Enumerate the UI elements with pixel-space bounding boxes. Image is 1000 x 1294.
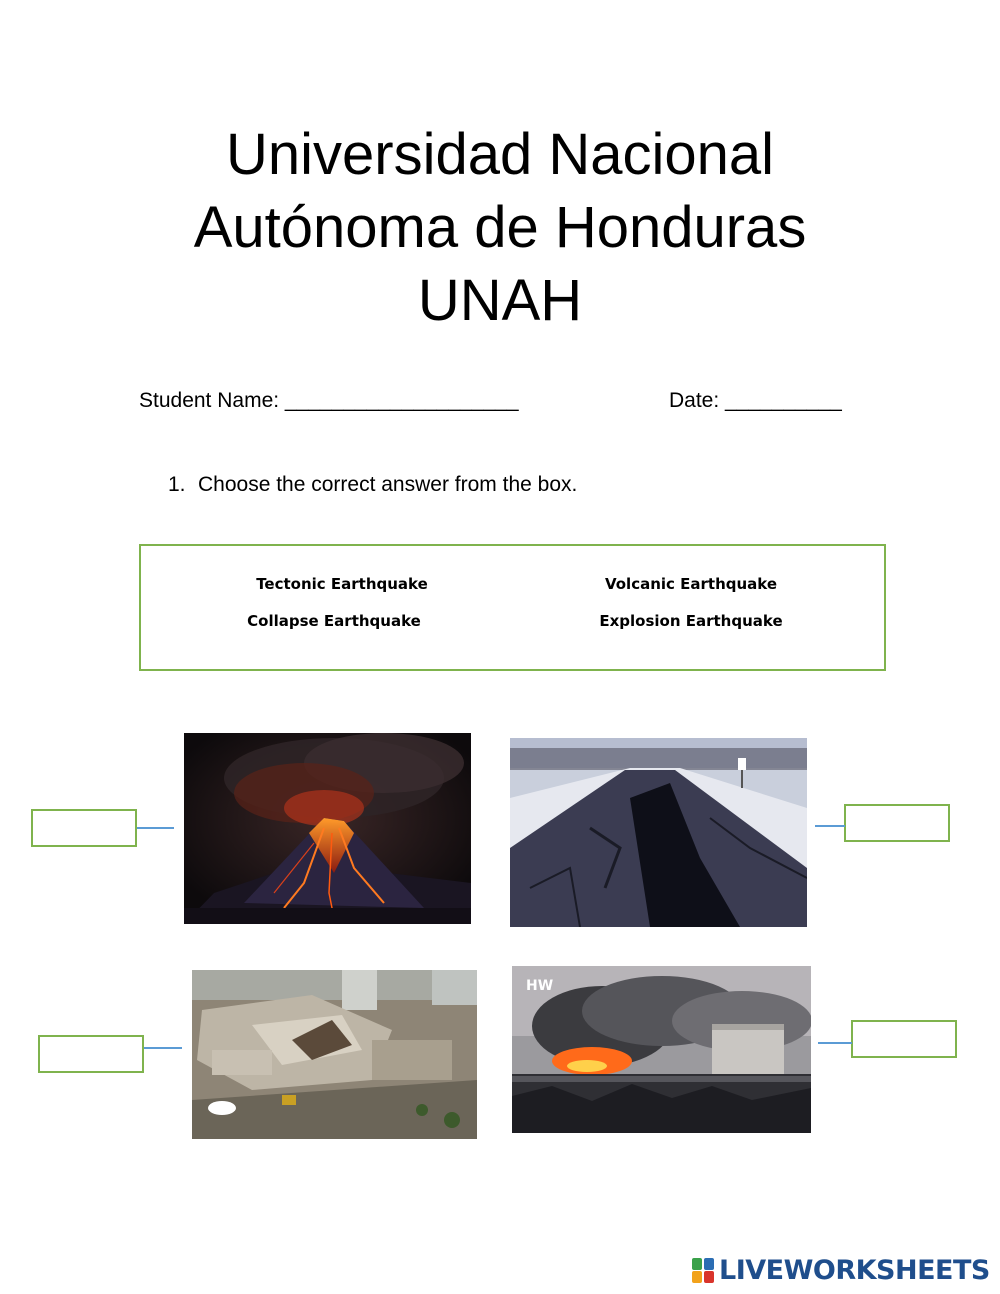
option-explosion: Explosion Earthquake: [599, 612, 783, 630]
collapsed-building-image: [192, 970, 477, 1139]
liveworksheets-logo: [692, 1253, 990, 1287]
liveworksheets-logo-icon: [692, 1256, 716, 1284]
question-number: 1.: [168, 473, 186, 496]
option-volcanic: Volcanic Earthquake: [604, 575, 778, 593]
student-name-label: Student Name: ____________________: [139, 389, 519, 412]
option-collapse: Collapse Earthquake: [247, 612, 421, 630]
option-tectonic: Tectonic Earthquake: [256, 575, 428, 593]
answer-field-4[interactable]: [851, 1020, 957, 1058]
page-title: [0, 118, 1000, 337]
liveworksheets-logo-text: LIVEWORKSHEETS: [719, 1254, 990, 1286]
answer-options-box: [139, 544, 886, 671]
title-line-2: Autónoma de Honduras: [193, 195, 807, 260]
connector-line-2: [815, 825, 845, 827]
volcano-image: [184, 733, 471, 924]
connector-line-3: [144, 1047, 182, 1049]
title-line-1: Universidad Nacional: [225, 122, 775, 187]
answer-field-2[interactable]: [844, 804, 950, 842]
question-text: Choose the correct answer from the box.: [198, 473, 578, 496]
question-1: [168, 473, 577, 497]
answer-field-3[interactable]: [38, 1035, 144, 1073]
date-label: Date: __________: [669, 389, 842, 412]
cracked-road-image: [510, 738, 807, 927]
connector-line-4: [818, 1042, 852, 1044]
connector-line-1: [137, 827, 174, 829]
title-line-3: UNAH: [417, 268, 583, 333]
answer-field-1[interactable]: [31, 809, 137, 847]
explosion-watermark: HW: [526, 978, 554, 994]
explosion-image: [512, 966, 811, 1133]
